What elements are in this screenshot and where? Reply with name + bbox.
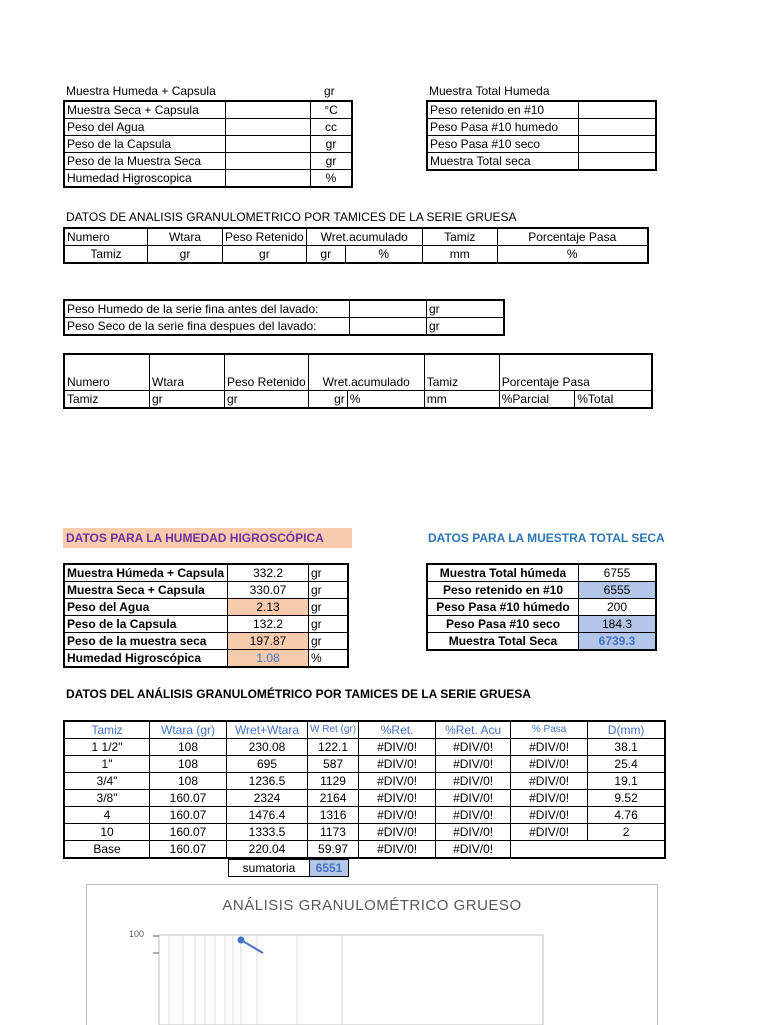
table-row: Peso del Agua 2.13 gr: [64, 599, 348, 616]
s2-table: [426, 100, 657, 171]
s5-table: [63, 353, 653, 409]
s3-title: DATOS DE ANALISIS GRANULOMETRICO POR TAMICES DE LA SERIE GRUESA: [66, 210, 517, 224]
input-cell[interactable]: [579, 136, 657, 153]
input-cell[interactable]: [226, 170, 311, 188]
table-row: Muestra Total seca: [427, 153, 656, 171]
table-row: Base 160.07 220.04 59.97 #DIV/0! #DIV/0!: [64, 841, 665, 859]
chart-series-line: [241, 940, 263, 953]
table-row: Peso retenido en #10 6555: [427, 582, 656, 599]
s4-table: [63, 299, 505, 336]
table-row: Humedad Higroscopica %: [64, 170, 352, 188]
s6-table: [63, 563, 349, 668]
table-row: 10 160.07 1333.5 1173 #DIV/0! #DIV/0! #DIV/0! 2: [64, 824, 665, 841]
input-cell[interactable]: [350, 300, 427, 318]
table-row: Muestra Húmeda + Capsula 332.2 gr: [64, 564, 348, 582]
table-row: Tamiz gr gr gr % mm %Parcial %Total: [64, 390, 652, 408]
s1-table: [63, 100, 353, 188]
input-cell[interactable]: [226, 153, 311, 170]
s7-title: DATOS PARA LA MUESTRA TOTAL SECA: [428, 531, 665, 545]
input-cell[interactable]: [579, 101, 657, 119]
table-row: Muestra Seca + Capsula °C: [64, 101, 352, 119]
input-cell[interactable]: [579, 119, 657, 136]
s7-table: [426, 563, 657, 651]
input-cell[interactable]: [226, 136, 311, 153]
chart-ytick: 100: [129, 929, 145, 939]
table-row: 3/4" 108 1236.5 1129 #DIV/0! #DIV/0! #DIV/0! 19.1: [64, 773, 665, 790]
table-row: Peso Seco de la serie fina despues del lavado: gr: [64, 318, 504, 336]
input-cell[interactable]: [226, 101, 311, 119]
table-row: 4 160.07 1476.4 1316 #DIV/0! #DIV/0! #DIV/0! 4.76: [64, 807, 665, 824]
table-row: Muestra Seca + Capsula 330.07 gr: [64, 582, 348, 599]
s8-title: DATOS DEL ANÁLISIS GRANULOMÉTRICO POR TAMICES DE LA SERIE GRUESA: [66, 687, 531, 701]
table-row: Peso Humedo de la serie fina antes del lavado: gr: [64, 300, 504, 318]
chart-container: [86, 884, 658, 1025]
table-row: Peso retenido en #10: [427, 101, 656, 119]
table-row: Muestra Total húmeda 6755: [427, 564, 656, 582]
s6-title: DATOS PARA LA HUMEDAD HIGROSCÓPICA: [63, 528, 352, 548]
input-cell[interactable]: [350, 318, 427, 336]
s1-title-unit: gr: [324, 84, 335, 98]
table-row: Peso de la muestra seca 197.87 gr: [64, 633, 348, 650]
table-row: sumatoria 6551: [229, 860, 349, 877]
sumatoria-table: [228, 859, 349, 877]
table-row: Peso de la Muestra Seca gr: [64, 153, 352, 170]
table-row: Peso Pasa #10 humedo: [427, 119, 656, 136]
table-row: Muestra Total Seca 6739.3: [427, 633, 656, 651]
table-row: Peso Pasa #10 seco 184.3: [427, 616, 656, 633]
table-row: Peso del Agua cc: [64, 119, 352, 136]
s8-table: [63, 720, 666, 859]
table-row: Tamiz Wtara (gr) Wret+Wtara W Ret (gr) %Ret. %Ret. Acu % Pasa D(mm): [64, 721, 665, 739]
s3-table: [63, 227, 649, 264]
chart-title: ANÁLISIS GRANULOMÉTRICO GRUESO: [222, 897, 522, 914]
table-row: Numero Wtara Peso Retenido Wret.acumulado Tamiz Porcentaje Pasa: [64, 354, 652, 390]
table-row: Tamiz gr gr gr % mm %: [64, 246, 648, 264]
table-row: Numero Wtara Peso Retenido Wret.acumulado Tamiz Porcentaje Pasa: [64, 228, 648, 246]
table-row: Peso Pasa #10 seco: [427, 136, 656, 153]
input-cell[interactable]: [579, 153, 657, 171]
input-cell[interactable]: [226, 119, 311, 136]
chart-point: [238, 937, 245, 944]
chart-plot: [87, 885, 657, 1025]
table-row: Peso de la Capsula gr: [64, 136, 352, 153]
s1-title-label: Muestra Humeda + Capsula: [66, 84, 216, 98]
table-row: Peso Pasa #10 húmedo 200: [427, 599, 656, 616]
table-row: Peso de la Capsula 132.2 gr: [64, 616, 348, 633]
table-row: Humedad Higroscópica 1.08 %: [64, 650, 348, 668]
table-row: 1" 108 695 587 #DIV/0! #DIV/0! #DIV/0! 25.4: [64, 756, 665, 773]
table-row: 1 1/2" 108 230.08 122.1 #DIV/0! #DIV/0! #DIV/0! 38.1: [64, 739, 665, 756]
table-row: 3/8" 160.07 2324 2164 #DIV/0! #DIV/0! #DIV/0! 9.52: [64, 790, 665, 807]
s2-title: Muestra Total Humeda: [429, 84, 550, 98]
